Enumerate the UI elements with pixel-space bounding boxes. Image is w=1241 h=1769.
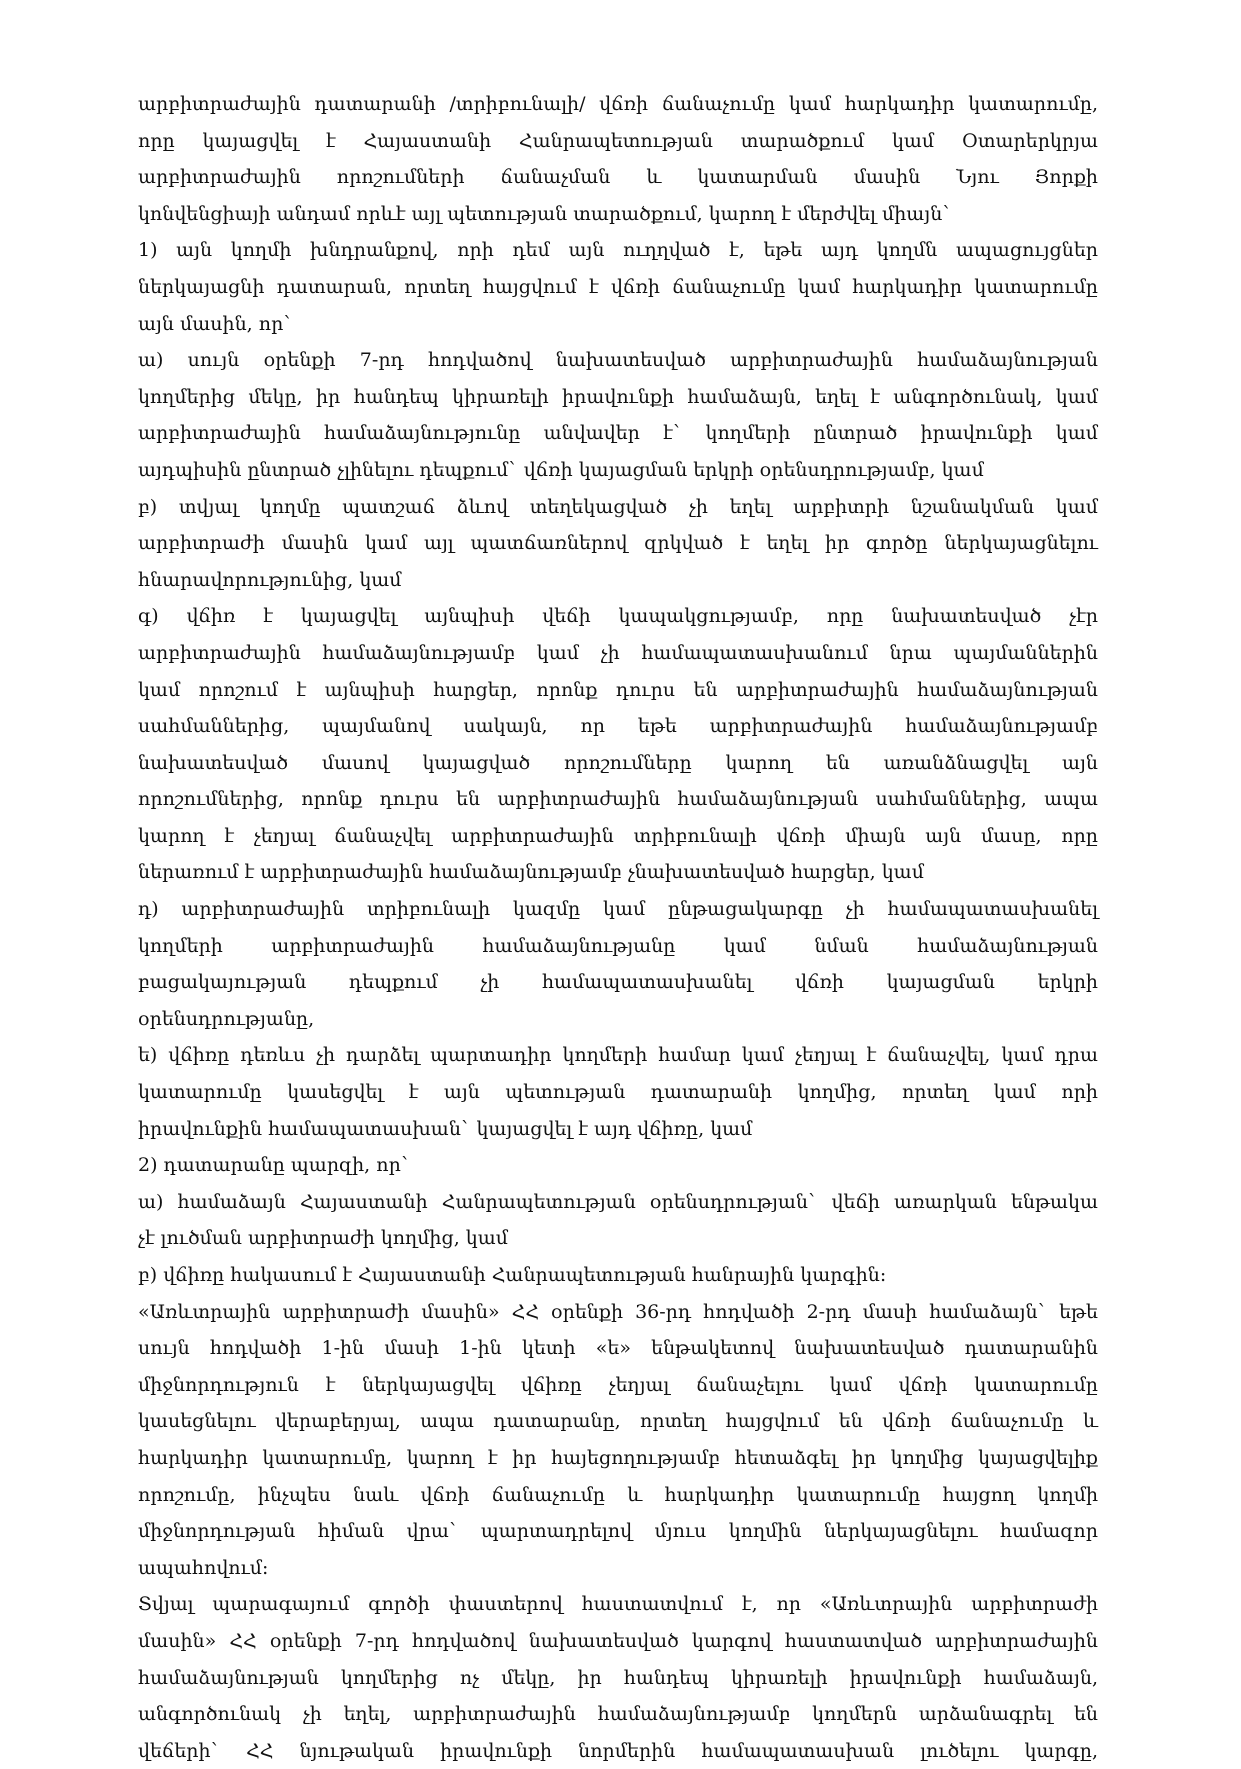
paragraph-case-facts <box>138 1586 1098 1769</box>
text-line: կամ որոշում է այնպիսի հարցեր, որոնք դուրս են արբիտրաժային համաձայնության <box>138 678 1098 701</box>
text-line: որը կայացվել է Հայաստանի Հանրապետության տարածքում կամ Օտարերկրյա <box>138 129 1098 152</box>
text-line: կասեցնելու վերաբերյալ, ապա դատարանը, որտեղ հայցվում են վճռի ճանաչումը և <box>138 1410 1098 1433</box>
text-line: դ) արբիտրաժային տրիբունալի կազմը կամ ընթացակարգը չի համապատասխանել <box>138 898 1098 921</box>
text-line: միջնորդություն է ներկայացվել վճիռը չեղյալ ճանաչելու կամ վճռի կատարումը <box>138 1373 1098 1396</box>
text-line: 1) այն կողմի խնդրանքով, որի դեմ այն ուղղված է, եթե այդ կողմն ապացույցներ <box>138 239 1098 262</box>
text-line: հարկադիր կատարումը, կարող է իր հայեցողությամբ հետաձգել իր կողմից կայացվելիք <box>138 1446 1098 1469</box>
paragraph-article-36 <box>138 1294 1098 1587</box>
text-line: արբիտրաժային որոշումների ճանաչման և կատարման մասին Նյու Յորքի <box>138 166 1098 189</box>
text-line: ապահովում: <box>138 1556 269 1579</box>
paragraph-point-1a <box>138 342 1098 488</box>
text-line: ներառում է արբիտրաժային համաձայնությամբ չնախատեսված հարցեր, կամ <box>138 861 924 884</box>
text-line: սույն հոդվածի 1-ին մասի 1-ին կետի «ե» ենթակետով նախատեսված դատարանին <box>138 1337 1098 1360</box>
text-line: ե) վճիռը դեռևս չի դարձել պարտադիր կողմերի համար կամ չեղյալ է ճանաչվել, կամ դրա <box>138 1044 1098 1067</box>
paragraph-point-1d <box>138 891 1098 1037</box>
text-line: կոնվենցիայի անդամ որևէ այլ պետության տարածքում, կարող է մերժվել միայն` <box>138 202 952 225</box>
text-line: Տվյալ պարագայում գործի փաստերով հաստատվում է, որ «Առևտրային արբիտրաժի <box>138 1593 1098 1616</box>
text-line: միջնորդության հիման վրա` պարտադրելով մյուս կողմին ներկայացնելու համազոր <box>138 1520 1098 1543</box>
text-line: բ) տվյալ կողմը պատշաճ ձևով տեղեկացված չի եղել արբիտրի նշանակման կամ <box>138 495 1098 518</box>
paragraph-point-1b <box>138 489 1098 599</box>
paragraph-point-1c <box>138 598 1098 891</box>
text-line: օրենսդրությանը, <box>138 1007 315 1030</box>
text-line: նախատեսված մասով կայացված որոշումները կարող են առանձնացվել այն <box>138 751 1098 774</box>
paragraph-point-2 <box>138 1147 1098 1184</box>
text-line: կողմերից մեկը, իր հանդեպ կիրառելի իրավունքի համաձայն, եղել է անգործունակ, կամ <box>138 385 1098 408</box>
text-line: բացակայության դեպքում չի համապատասխանել վճռի կայացման երկրի <box>138 971 1098 994</box>
text-line: այն մասին, որ` <box>138 312 293 335</box>
text-line: համաձայնության կողմերից ոչ մեկը, իր հանդեպ կիրառելի իրավունքի համաձայն, <box>138 1666 1098 1689</box>
text-line: վեճերի` ՀՀ նյութական իրավունքի նորմերին համապատասխան լուծելու կարգը, <box>138 1739 1098 1762</box>
text-line: բ) վճիռը հակասում է Հայաստանի Հանրապետության հանրային կարգին: <box>138 1264 887 1286</box>
text-line: կատարումը կասեցվել է այն պետության դատարանի կողմից, որտեղ կամ որի <box>138 1081 1098 1104</box>
text-line: արբիտրաժային համաձայնությամբ կամ չի համապատասխանում նրա պայմաններին <box>138 641 1098 664</box>
text-line: որոշումներից, որոնք դուրս են արբիտրաժային համաձայնության սահմաններից, ապա <box>138 788 1098 811</box>
text-line: չէ լուծման արբիտրաժի կողմից, կամ <box>138 1227 508 1250</box>
text-line: ա) համաձայն Հայաստանի Հանրապետության օրենսդրության` վեճի առարկան ենթակա <box>138 1190 1098 1213</box>
text-line: «Առևտրային արբիտրաժի մասին» ՀՀ օրենքի 36-րդ հոդվածի 2-րդ մասի համաձայն` եթե <box>138 1300 1098 1323</box>
text-line: անգործունակ չի եղել, արբիտրաժային համաձայնությամբ կողմերն արձանագրել են <box>138 1703 1098 1726</box>
text-line: այդպիսին ընտրած չլինելու դեպքում` վճռի կայացման երկրի օրենսդրությամբ, կամ <box>138 458 984 481</box>
text-line: իրավունքին համապատասխան` կայացվել է այդ վճիռը, կամ <box>138 1117 753 1140</box>
paragraph-point-1 <box>138 232 1098 342</box>
text-line: գ) վճիռ է կայացվել այնպիսի վեճի կապակցությամբ, որը նախատեսված չէր <box>138 605 1098 628</box>
text-line: կողմերի արբիտրաժային համաձայնությանը կամ նման համաձայնության <box>138 934 1098 957</box>
text-line: ներկայացնի դատարան, որտեղ հայցվում է վճռի ճանաչումը կամ հարկադիր կատարումը <box>138 275 1098 298</box>
paragraph-point-2b <box>138 1257 1098 1294</box>
text-line: սահմաններից, պայմանով սակայն, որ եթե արբիտրաժային համաձայնությամբ <box>138 715 1098 738</box>
text-line: ա) սույն օրենքի 7-րդ հոդվածով նախատեսված արբիտրաժային համաձայնության <box>138 349 1098 372</box>
text-line: 2) դատարանը պարզի, որ` <box>138 1154 411 1177</box>
paragraph-point-1e <box>138 1037 1098 1147</box>
paragraph-point-2a <box>138 1184 1098 1257</box>
document-page <box>138 86 1098 1769</box>
text-line: կարող է չեղյալ ճանաչվել արբիտրաժային տրիբունալի վճռի միայն այն մասը, որը <box>138 824 1098 847</box>
text-line: արբիտրաժի մասին կամ այլ պատճառներով զրկված է եղել իր գործը ներկայացնելու <box>138 532 1098 555</box>
text-line: որոշումը, ինչպես նաև վճռի ճանաչումը և հարկադիր կատարումը հայցող կողմի <box>138 1483 1098 1506</box>
text-line: մասին» ՀՀ օրենքի 7-րդ հոդվածով նախատեսված կարգով հաստատված արբիտրաժային <box>138 1629 1098 1652</box>
text-line: արբիտրաժային համաձայնությունը անվավեր է` կողմերի ընտրած իրավունքի կամ <box>138 422 1098 445</box>
text-line: հնարավորությունից, կամ <box>138 568 402 591</box>
text-line: արբիտրաժային դատարանի /տրիբունալի/ վճռի ճանաչումը կամ հարկադիր կատարումը, <box>138 93 1098 115</box>
paragraph-intro <box>138 86 1098 232</box>
